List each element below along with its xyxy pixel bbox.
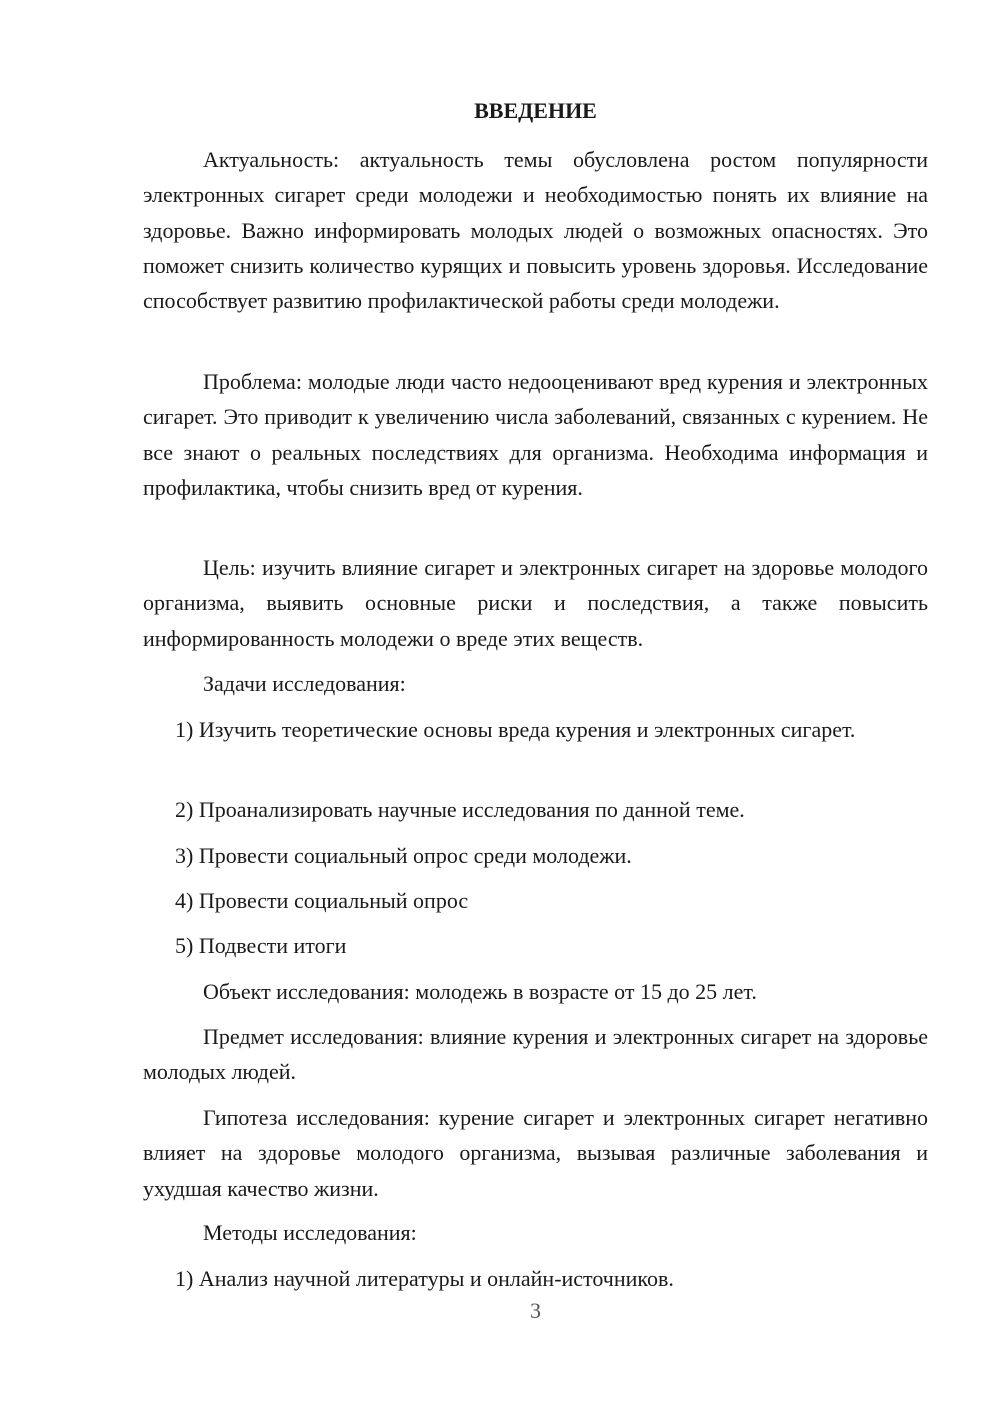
page-number: 3 (530, 1298, 541, 1323)
task-item-4: 4) Провести социальный опрос (175, 888, 469, 913)
task-item-2: 2) Проанализировать научные исследования по данной теме. (175, 797, 745, 822)
goal-paragraph: Цель: изучить влияние сигарет и электронных сигарет на здоровье молодого организма, выявить основные риски и последствия, а также повысить информированность молодежи о вреде этих веществ. (143, 555, 928, 651)
problem-paragraph: Проблема: молодые люди часто недооценивают вред курения и электронных сигарет. Это приводит к увеличению числа заболеваний, связанных с курением. Не все знают о реальных последствиях для организма. Необходима информация и профилактика, чтобы снизить вред от курения. (143, 369, 928, 500)
page-title: ВВЕДЕНИЕ (474, 98, 597, 123)
object-paragraph: Объект исследования: молодежь в возрасте от 15 до 25 лет. (203, 979, 757, 1004)
task-item-5: 5) Подвести итоги (175, 933, 347, 958)
tasks-heading: Задачи исследования: (203, 671, 406, 696)
methods-heading: Методы исследования: (203, 1220, 417, 1245)
method-item-1: 1) Анализ научной литературы и онлайн-источников. (175, 1266, 674, 1291)
hypothesis-paragraph: Гипотеза исследования: курение сигарет и электронных сигарет негативно влияет на здоровье молодого организма, вызывая различные заболевания и ухудшая качество жизни. (143, 1105, 928, 1201)
task-item-3: 3) Провести социальный опрос среди молодежи. (175, 843, 632, 868)
subject-paragraph: Предмет исследования: влияние курения и электронных сигарет на здоровье молодых людей. (143, 1024, 928, 1085)
relevance-paragraph: Актуальность: актуальность темы обусловлена ростом популярности электронных сигарет среди молодежи и необходимостью понять их влияние на здоровье. Важно информировать молодых людей о возможных опасностях. Это поможет снизить количество курящих и повысить уровень здоровья. Исследование способствует развитию профилактической работы среди молодежи. (143, 147, 928, 314)
task-item-1: 1) Изучить теоретические основы вреда курения и электронных сигарет. (175, 717, 856, 742)
